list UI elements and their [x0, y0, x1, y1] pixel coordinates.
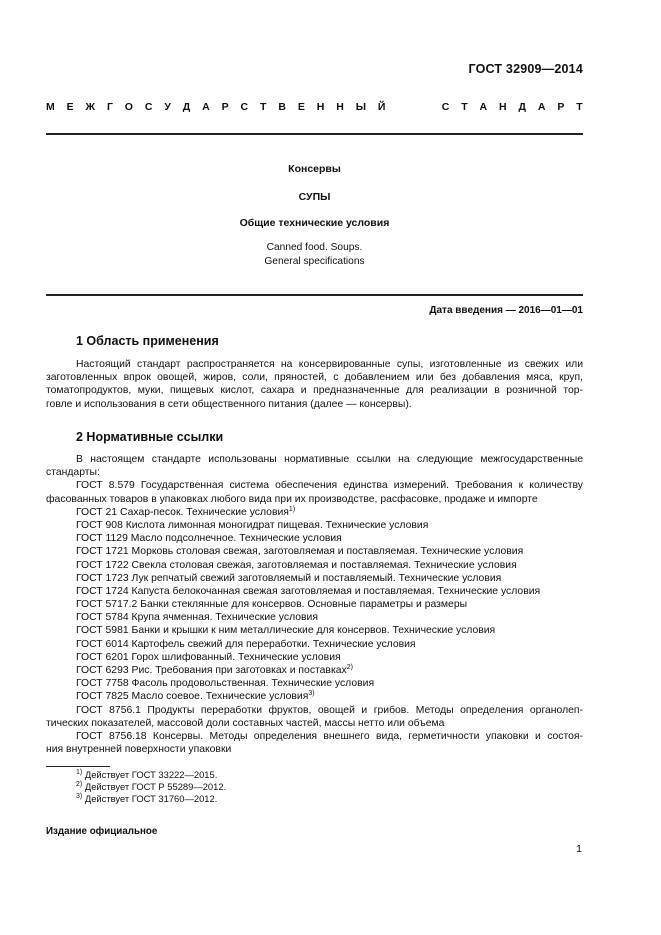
- reference-item: [46, 506, 583, 519]
- reference-item: ГОСТ 6201 Горох шлифованный. Технические условия: [76, 651, 341, 663]
- reference-item: ГОСТ 5784 Крупа ячменная. Технические условия: [76, 612, 318, 624]
- banner-letter: Ы: [355, 101, 366, 113]
- page-number: 1: [576, 843, 582, 855]
- section-1-line: говле и использования в сети общественного питания (далее — консервы).: [46, 398, 412, 410]
- banner-letter: Р: [557, 101, 565, 113]
- reference-item: ГОСТ 1129 Масло подсолнечное. Технические условия: [76, 533, 342, 545]
- section-2-heading: 2 Нормативные ссылки: [76, 430, 224, 444]
- banner-letter: Г: [106, 101, 113, 113]
- top-divider: [46, 133, 583, 135]
- reference-item: ГОСТ 5717.2 Банки стеклянные для консервов. Основные параметры и размеры: [76, 599, 468, 611]
- reference-item: ГОСТ 7758 Фасоль продовольственная. Технические условия: [76, 678, 375, 690]
- reference-item: фасованных товаров в упаковках любого вида при их производстве, расфасовке, продаже и импорте: [46, 493, 538, 505]
- footnote-mark: 3): [308, 690, 315, 698]
- reference-item: ГОСТ 1722 Свекла столовая свежая, заготовляемая и поставляемая. Технические условия: [76, 559, 517, 571]
- reference-item: ГОСТ 908 Кислота лимонная моногидрат пищевая. Технические условия: [76, 519, 429, 531]
- banner-letter: Н: [316, 101, 325, 113]
- footnote-mark: 2): [346, 664, 353, 671]
- section-1-heading: 1 Область применения: [76, 334, 219, 348]
- banner-letter: У: [164, 101, 171, 113]
- section-1-line: томатопродуктов, муки, пищевых кислот, сахара и предназначенные для реализации в розничной тор-: [46, 385, 583, 397]
- title-subtitle: Общие технические условия: [239, 217, 390, 229]
- banner-letter: Д: [182, 101, 191, 113]
- reference-item: ГОСТ 1721 Морковь столовая свежая, заготовляемая и поставляемая. Технические условия: [76, 546, 524, 558]
- reference-text: ГОСТ 21 Сахар-песок. Технические условия: [76, 506, 289, 518]
- banner-letter: О: [124, 101, 133, 113]
- footnote-mark: 1): [288, 505, 296, 513]
- reference-item: ГОСТ 8756.18 Консервы. Методы определения внешнего вида, герметичности упаковки и состоя-: [76, 730, 583, 742]
- section-2-body: [46, 453, 583, 756]
- middle-divider: [46, 294, 583, 296]
- reference-item: ГОСТ 1724 Капуста белокочанная свежая заготовляемая и поставляемая. Технические условия: [76, 585, 541, 597]
- footnote-mark: 3): [76, 793, 83, 800]
- banner-letter: Т: [461, 101, 468, 113]
- title-english-1: Canned food. Soups.: [266, 242, 363, 253]
- reference-text: ГОСТ 6293 Рис. Требования при заготовках и поставках: [76, 665, 347, 676]
- banner-letter: [427, 101, 430, 113]
- references-line: В настоящем стандарте использованы нормативные ссылки на следующие межгосударственные: [76, 454, 583, 465]
- footnote-2: [76, 781, 226, 793]
- reference-item: ГОСТ 8.579 Государственная система обеспечения единства измерений. Требования к количеству: [76, 480, 583, 492]
- reference-item: ГОСТ 6014 Картофель свежий для переработки. Технические условия: [76, 638, 416, 650]
- footnote-text: Действует ГОСТ Р 55289—2012.: [82, 781, 227, 792]
- reference-item: ГОСТ 1723 Лук репчатый свежий заготовляемый и поставляемый. Технические условия: [76, 572, 502, 584]
- footnote-mark: 2): [76, 781, 83, 788]
- banner-letter: А: [479, 101, 488, 113]
- reference-item: [46, 664, 583, 677]
- banner-letter: [397, 101, 400, 113]
- banner-letter: Н: [499, 101, 507, 113]
- section-1-body: [46, 358, 583, 411]
- interstate-standard-banner: [46, 101, 583, 113]
- title-english-2: General specifications: [264, 256, 365, 267]
- banner-letter: Ж: [85, 101, 96, 113]
- banner-letter: С: [144, 101, 153, 113]
- banner-letter: М: [46, 101, 55, 113]
- banner-letter: Т: [576, 101, 583, 113]
- banner-letter: Е: [297, 101, 305, 113]
- banner-letter: Е: [66, 101, 74, 113]
- standard-number: ГОСТ 32909—2014: [468, 62, 583, 76]
- title-product: СУПЫ: [298, 191, 331, 203]
- banner-letter: Н: [336, 101, 344, 113]
- reference-item: ГОСТ 8756.1 Продукты переработки фруктов, овощей и грибов. Методы определения органолеп-: [76, 704, 583, 716]
- footnote-text: Действует ГОСТ 31760—2012.: [82, 793, 218, 804]
- footnote-1: [76, 769, 217, 781]
- introduction-date: Дата введения — 2016—01—01: [429, 305, 583, 316]
- section-1-line: заготовленных впрок овощей, жиров, соли, пряностей, с добавлением или без добавления мяса, круп,: [46, 372, 583, 384]
- section-1-line: Настоящий стандарт распространяется на консервированные супы, изготовленные из свежих или: [76, 359, 583, 370]
- banner-letter: Р: [221, 101, 229, 113]
- footnote-mark: 1): [76, 769, 83, 776]
- reference-item: тических показателей, массовой доли составных частей, массы нетто или объема: [46, 717, 445, 729]
- banner-letter: А: [537, 101, 546, 113]
- official-edition-label: Издание официальное: [46, 826, 158, 837]
- reference-text: ГОСТ 7825 Масло соевое. Технические условия: [76, 691, 309, 703]
- banner-letter: Т: [260, 101, 267, 113]
- banner-letter: В: [278, 101, 286, 113]
- banner-letter: Й: [377, 101, 386, 113]
- banner-letter: [412, 101, 415, 113]
- footnote-divider: [46, 766, 110, 767]
- references-line: стандарты:: [46, 467, 100, 479]
- reference-item: ния внутренней поверхности упаковки: [46, 744, 232, 756]
- footnote-3: [76, 793, 217, 805]
- banner-letter: А: [202, 101, 210, 113]
- title-category: Консервы: [288, 163, 341, 175]
- footnote-text: Действует ГОСТ 33222—2015.: [82, 769, 218, 780]
- reference-item: ГОСТ 5981 Банки и крышки к ним металлические для консервов. Технические условия: [76, 625, 496, 637]
- banner-letter: С: [441, 101, 450, 113]
- reference-item: [46, 690, 583, 703]
- banner-letter: Д: [518, 101, 526, 113]
- banner-letter: С: [240, 101, 249, 113]
